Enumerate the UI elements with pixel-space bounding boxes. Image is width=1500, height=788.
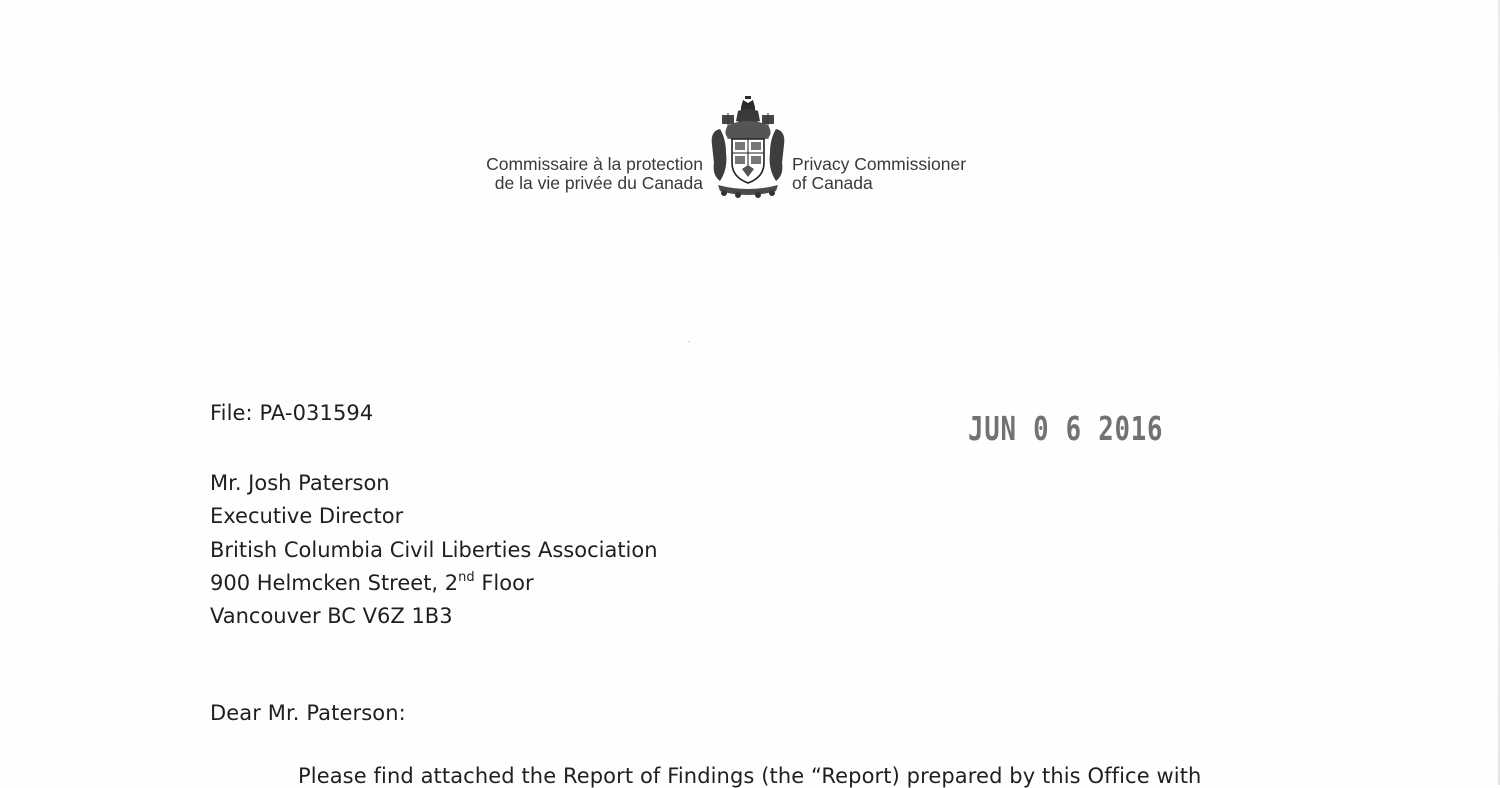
file-reference: File: PA-031594: [210, 401, 374, 425]
recipient-street-after: Floor: [474, 570, 534, 595]
recipient-street-prefix: 900 Helmcken Street, 2: [210, 570, 459, 595]
scan-speck: [688, 341, 690, 342]
letterhead-french: [486, 155, 703, 193]
letterhead-french-line2: de la vie privée du Canada: [494, 173, 703, 193]
recipient-city: Vancouver BC V6Z 1B3: [210, 604, 453, 629]
letterhead: [0, 95, 1500, 205]
recipient-address-block: [210, 467, 658, 633]
letterhead-english-line2: of Canada: [792, 173, 873, 193]
recipient-street-ordinal: nd: [458, 569, 475, 585]
date-stamp: JUN 0 6 2016: [968, 409, 1164, 448]
recipient-name: Mr. Josh Paterson: [210, 471, 390, 495]
letterhead-english-line1: Privacy Commissioner: [792, 154, 967, 174]
recipient-title: Executive Director: [210, 504, 404, 529]
body-paragraph-start: Please find attached the Report of Findings (the “Report) prepared by this Office with: [298, 764, 1202, 788]
letterhead-english: [792, 155, 966, 193]
coat-of-arms-icon: [708, 95, 788, 199]
recipient-organization: British Columbia Civil Liberties Association: [210, 537, 658, 562]
letterhead-french-line1: Commissaire à la protection: [486, 154, 703, 174]
recipient-street: [210, 567, 658, 600]
salutation: Dear Mr. Paterson:: [210, 701, 406, 725]
